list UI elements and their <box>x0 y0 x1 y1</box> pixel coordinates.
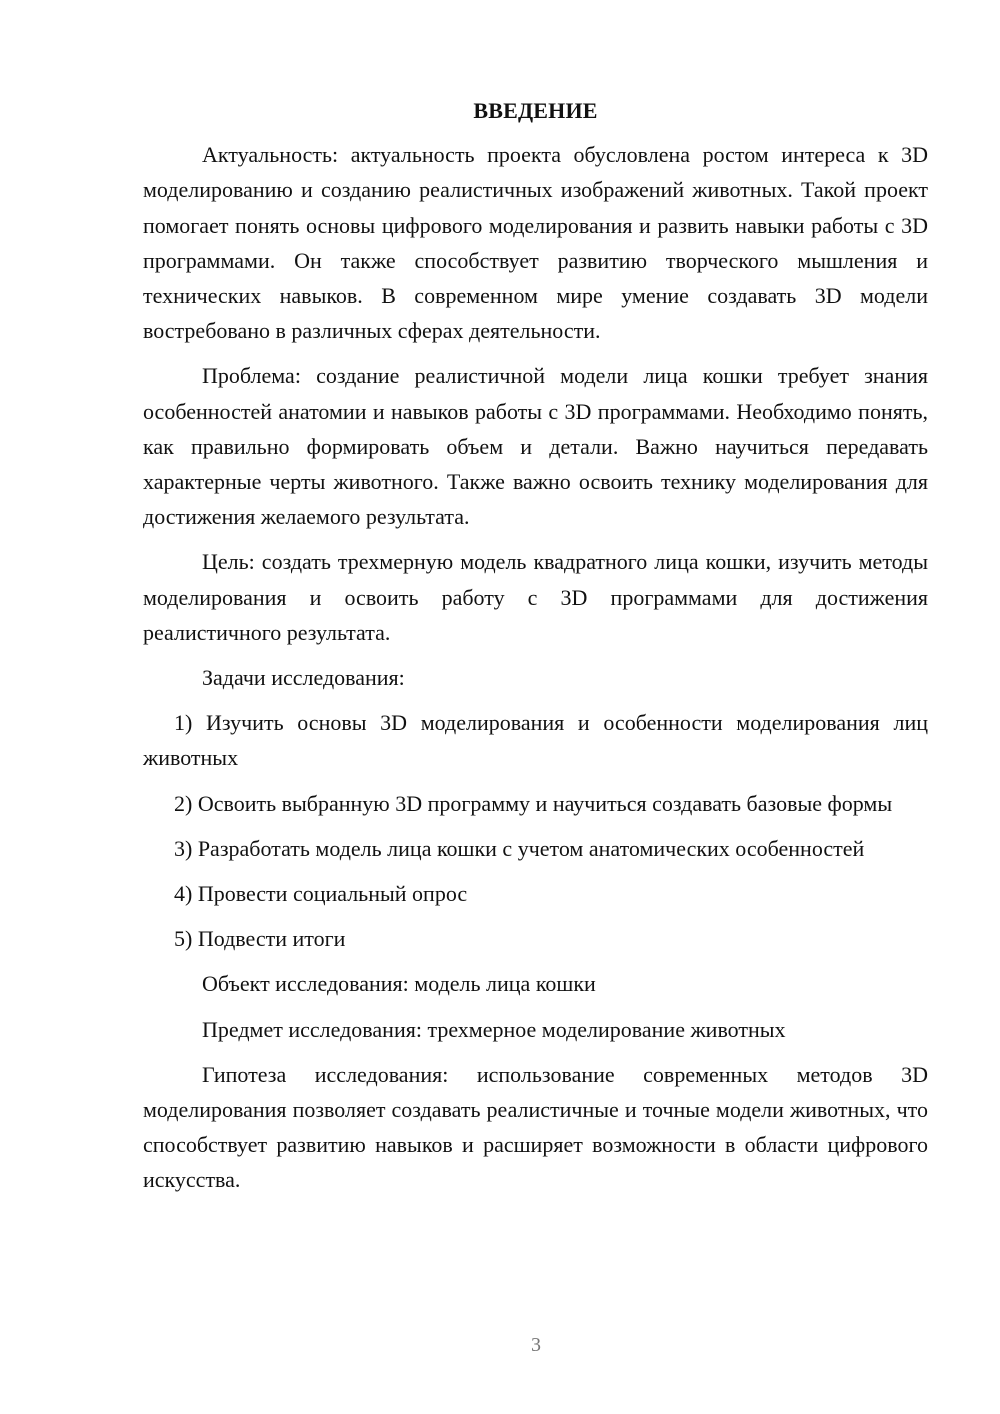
tasks-list <box>143 705 928 956</box>
goal-paragraph: Цель: создать трехмерную модель квадратного лица кошки, изучить методы моделирования и освоить работу с 3D программами для достижения реалистичного результата. <box>143 549 928 645</box>
research-subject: Предмет исследования: трехмерное моделирование животных <box>202 1016 786 1042</box>
section-title: ВВЕДЕНИЕ <box>473 98 598 123</box>
hypothesis-paragraph: Гипотеза исследования: использование современных методов 3D моделирования позволяет создавать реалистичные и точные модели животных, что способствует развитию навыков и расширяет возможности в области цифрового искусства. <box>143 1061 928 1193</box>
research-object: Объект исследования: модель лица кошки <box>202 971 596 997</box>
relevance-paragraph: Актуальность: актуальность проекта обусловлена ростом интереса к 3D моделированию и созданию реалистичных изображений животных. Такой проект помогает понять основы цифрового моделирования и развить навыки работы с 3D программами. Он также способствует развитию творческого мышления и технических навыков. В современном мире умение создавать 3D модели востребовано в различных сферах деятельности. <box>143 142 928 344</box>
list-item: 2) Освоить выбранную 3D программу и научиться создавать базовые формы <box>174 790 893 816</box>
problem-paragraph: Проблема: создание реалистичной модели лица кошки требует знания особенностей анатомии и навыков работы с 3D программами. Необходимо понять, как правильно формировать объем и детали. Важно научиться передавать характерные черты животного. Также важно освоить технику моделирования для достижения желаемого результата. <box>143 363 928 530</box>
page-number: 3 <box>531 1334 541 1356</box>
list-item: 5) Подвести итоги <box>174 926 346 952</box>
list-item: 3) Разработать модель лица кошки с учетом анатомических особенностей <box>174 835 865 861</box>
page-body <box>143 93 928 1208</box>
list-item: 1) Изучить основы 3D моделирования и особенности моделирования лиц животных <box>143 710 928 771</box>
tasks-heading: Задачи исследования: <box>202 665 405 691</box>
list-item: 4) Провести социальный опрос <box>174 881 468 907</box>
